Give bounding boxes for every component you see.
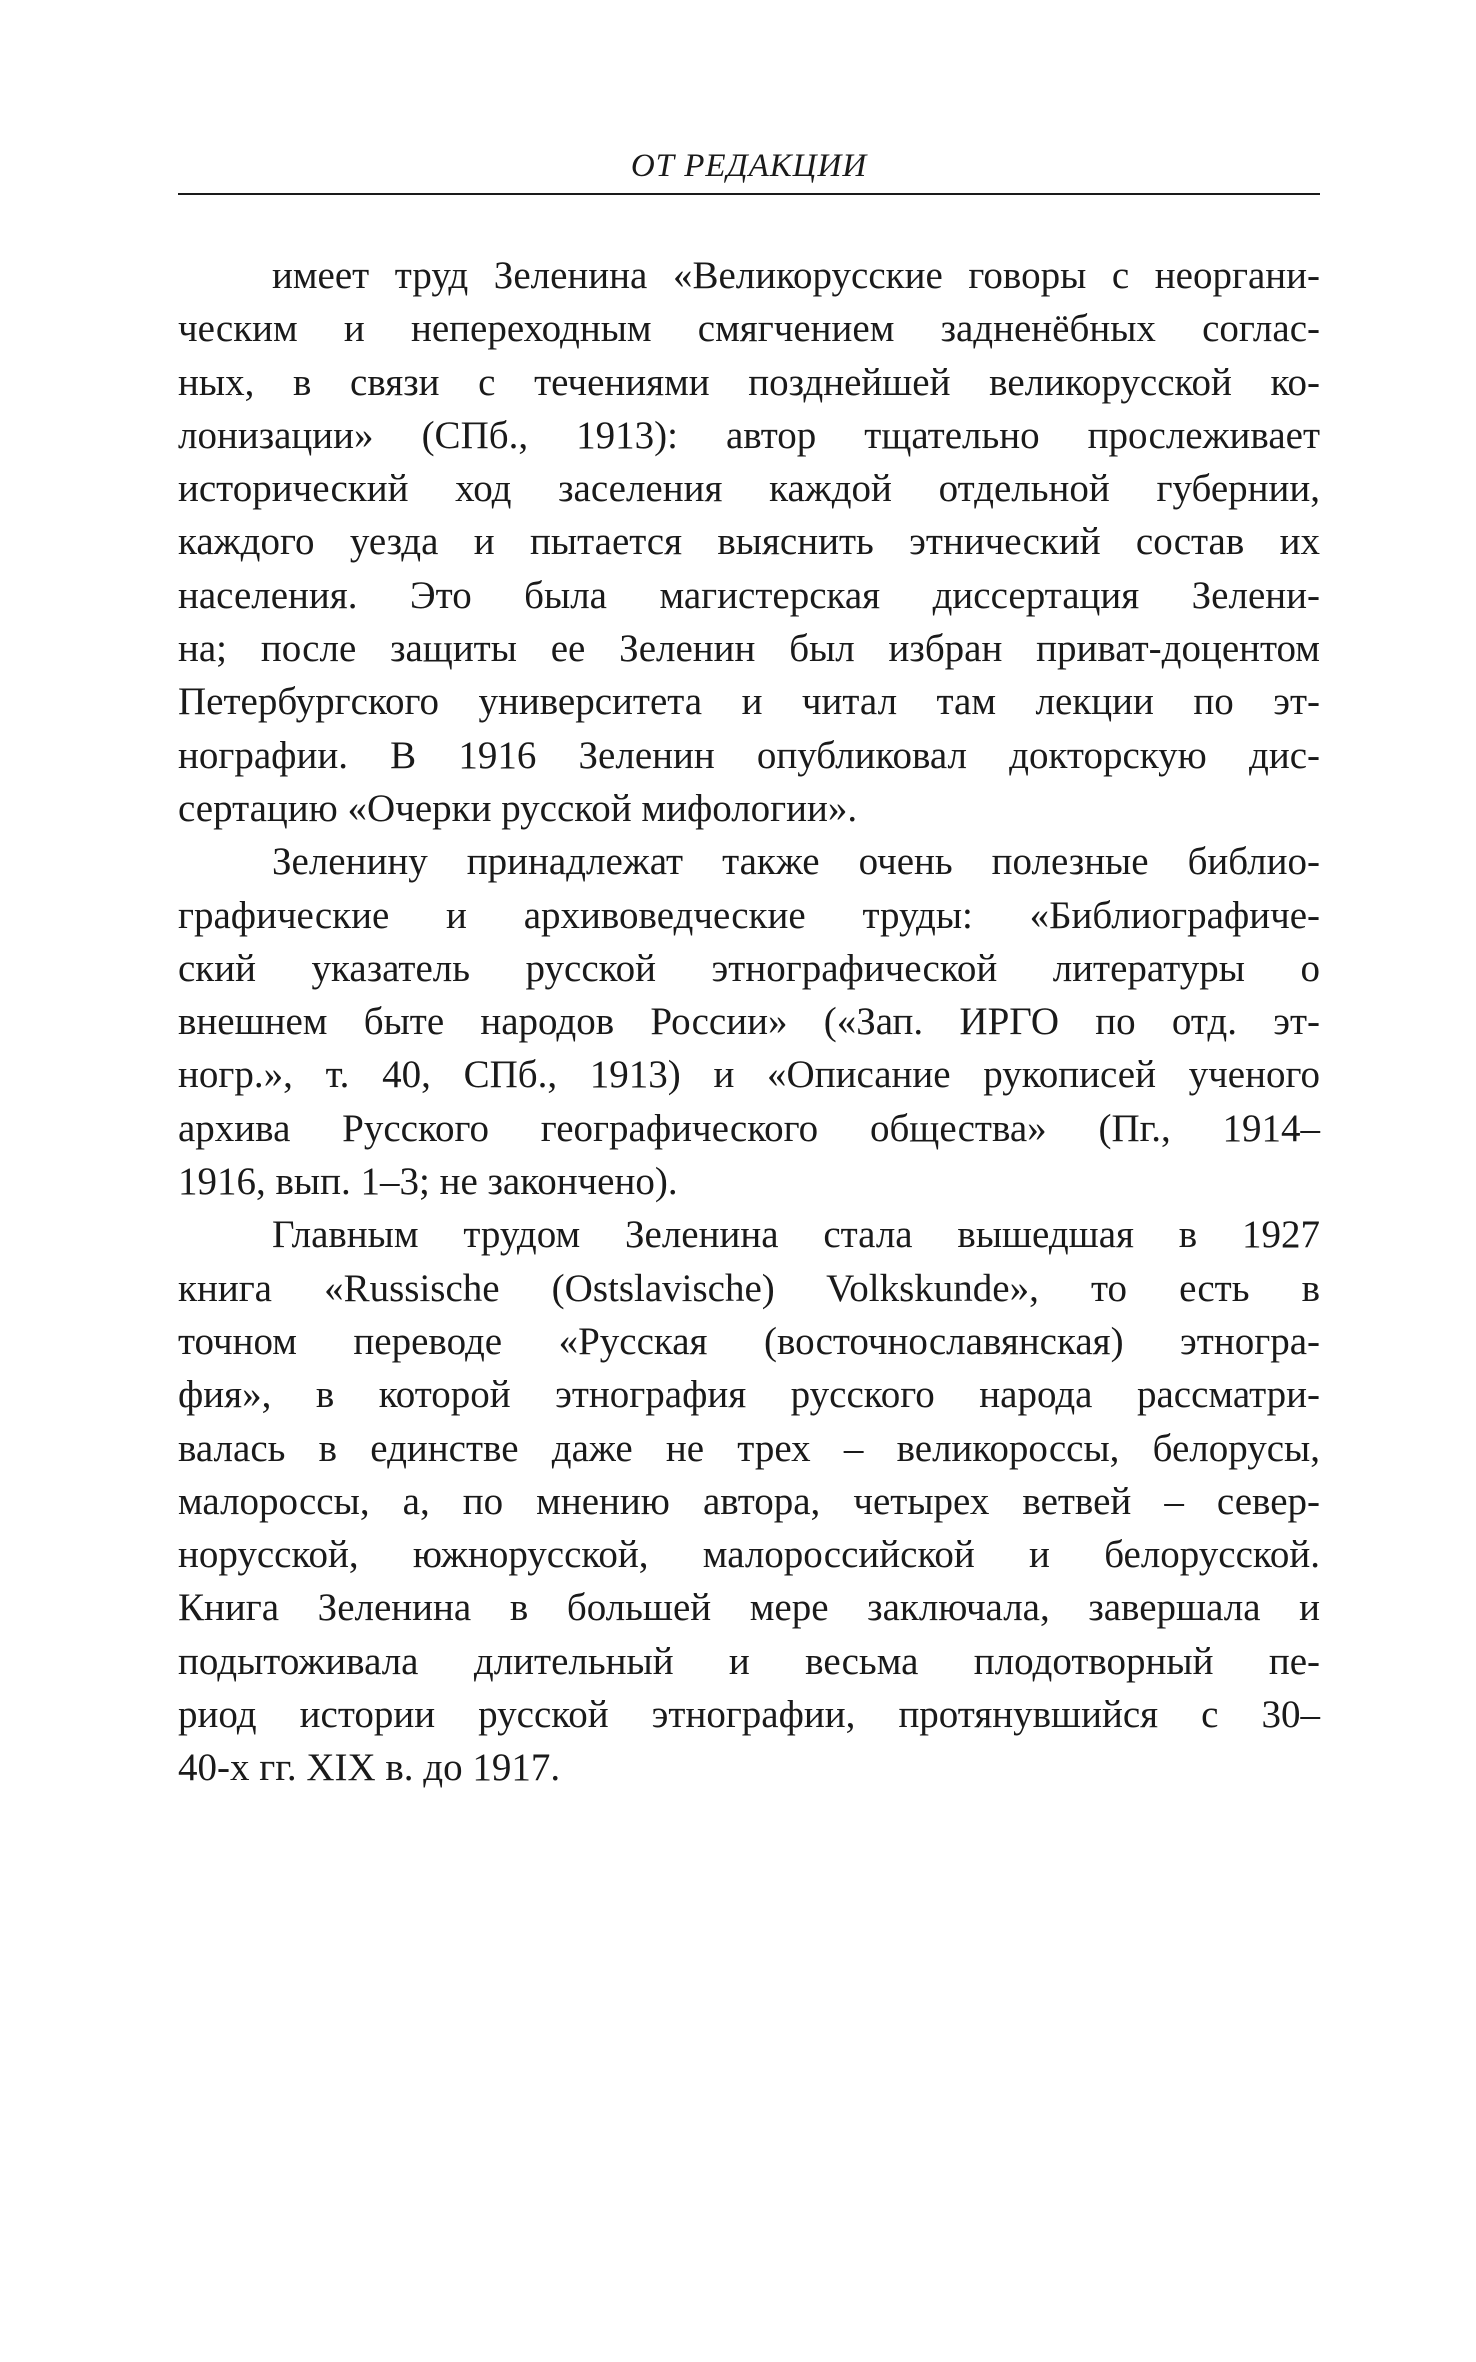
header-rule — [178, 193, 1320, 195]
text-line: графические и архивоведческие труды: «Библиографиче- — [178, 893, 1320, 937]
text-line: исторический ход заселения каждой отдельной губернии, — [178, 467, 1320, 511]
text-line: Петербургского университета и читал там лекции по эт- — [178, 680, 1320, 724]
text-line: подытоживала длительный и весьма плодотворный пе- — [178, 1639, 1320, 1683]
paragraph-1 — [178, 249, 1320, 835]
text-line: населения. Это была магистерская диссертация Зелени- — [178, 573, 1320, 617]
body-text — [178, 249, 1320, 1795]
text-line: фия», в которой этнография русского народа рассматри- — [178, 1373, 1320, 1417]
text-line: ногр.», т. 40, СПб., 1913) и «Описание рукописей ученого — [178, 1053, 1320, 1097]
text-line: ческим и непереходным смягчением задненёбных соглас- — [178, 307, 1320, 351]
text-line: архива Русского географического общества» (Пг., 1914– — [178, 1106, 1320, 1150]
text-line: Главным трудом Зеленина стала вышедшая в 1927 — [272, 1213, 1320, 1257]
text-line: нографии. В 1916 Зеленин опубликовал докторскую дис- — [178, 733, 1320, 777]
text-line: малороссы, а, по мнению автора, четырех ветвей – север- — [178, 1479, 1320, 1523]
running-head-title: ОТ РЕДАКЦИИ — [630, 148, 868, 184]
text-line: книга «Russische (Ostslavische) Volkskunde», то есть в — [178, 1266, 1320, 1310]
paragraph-3 — [178, 1208, 1320, 1794]
text-line: 1916, вып. 1–3; не закончено). — [178, 1160, 678, 1204]
text-line: валась в единстве даже не трех – великороссы, белорусы, — [178, 1426, 1320, 1470]
text-line: каждого уезда и пытается выяснить этнический состав их — [178, 520, 1320, 564]
text-line: норусской, южнорусской, малороссийской и белорусской. — [178, 1533, 1320, 1577]
paragraph-2 — [178, 835, 1320, 1208]
text-line: лонизации» (СПб., 1913): автор тщательно прослеживает — [178, 413, 1320, 457]
text-line: внешнем быте народов России» («Зап. ИРГО по отд. эт- — [178, 1000, 1320, 1044]
text-line: 40-х гг. XIX в. до 1917. — [178, 1746, 561, 1790]
text-line: риод истории русской этнографии, протянувшийся с 30– — [178, 1693, 1320, 1737]
text-line: на; после защиты ее Зеленин был избран приват-доцентом — [178, 627, 1320, 671]
text-line: ский указатель русской этнографической литературы о — [178, 946, 1320, 990]
text-line: Книга Зеленина в большей мере заключала, завершала и — [178, 1586, 1320, 1630]
text-line: Зеленину принадлежат также очень полезные библио- — [272, 840, 1320, 884]
text-line: сертацию «Очерки русской мифологии». — [178, 786, 858, 830]
text-line: ных, в связи с течениями позднейшей великорусской ко- — [178, 360, 1320, 404]
text-line: имеет труд Зеленина «Великорусские говоры с неоргани- — [272, 254, 1320, 297]
text-line: точном переводе «Русская (восточнославянская) этногра- — [178, 1319, 1320, 1363]
